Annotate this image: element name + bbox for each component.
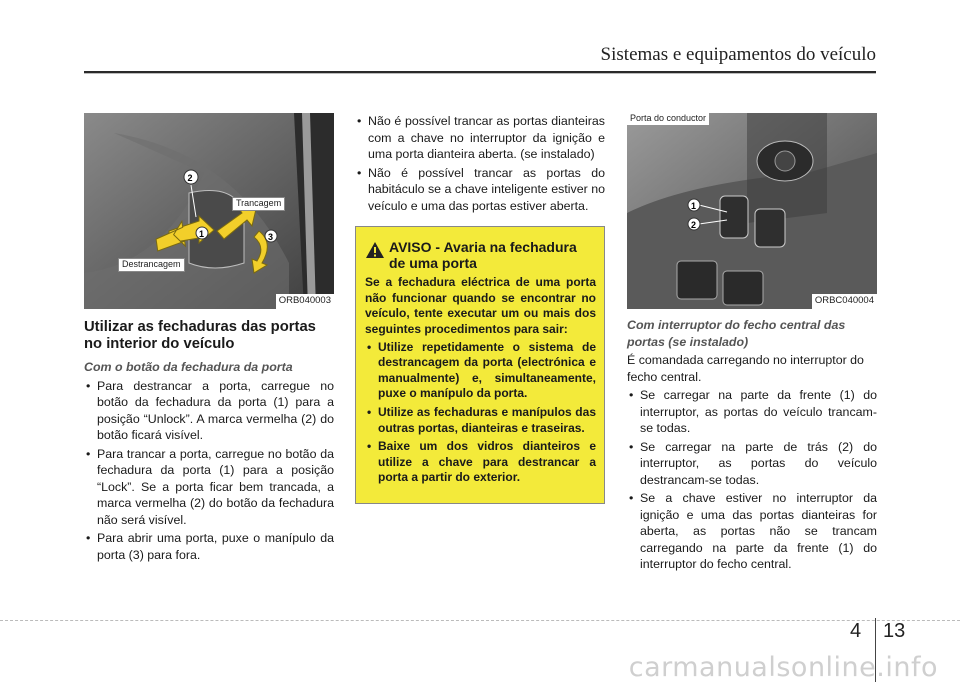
callout-2: 2 — [691, 220, 697, 230]
list-item: • Para trancar a porta, carregue no botão da fechadura da porta (1) para a posição “Lock”. Se a porta ficar bem trancada, a marca vermelha (2) do botão da fechadura não será visível. — [84, 446, 334, 529]
bullet-list — [355, 113, 605, 214]
warning-title-rest: - Avaria na fechadura de uma porta — [389, 239, 577, 272]
list-item: • Para destrancar a porta, carregue no botão da fechadura da porta (1) para a posição “Unlock”. A marca vermelha (2) do botão ficará visível. — [84, 378, 334, 444]
callout-1: 1 — [691, 201, 697, 211]
page-number: 13 — [883, 620, 906, 642]
figure-code: ORB040003 — [276, 294, 334, 309]
warning-header — [365, 239, 596, 271]
label-unlock: Destrancagem — [118, 258, 185, 272]
list-item: • Se a chave estiver no interruptor da ignição e uma das portas dianteiras for aberta, as portas não se trancam carregando na parte da frente (1) do interruptor do fecho central. — [627, 490, 877, 573]
warning-box — [355, 226, 605, 504]
list-item: • Se carregar na parte de trás (2) do interruptor, as portas do veículo destrancam-se todas. — [627, 439, 877, 489]
warning-title-prefix: AVISO — [389, 239, 432, 255]
list-item: • Baixe um dos vidros dianteiros e utilize a chave para destrancar a porta a partir do exterior. — [365, 439, 596, 486]
figure-code: ORBC040004 — [812, 294, 877, 309]
door-lock-figure — [84, 113, 334, 309]
warning-body — [365, 275, 596, 486]
list-item: • Utilize as fechaduras e manípulos das outras portas, dianteiras e traseiras. — [365, 405, 596, 436]
bullet-list — [627, 387, 877, 573]
warning-triangle-icon — [365, 241, 385, 259]
chapter-number: 4 — [850, 620, 862, 642]
list-item: • Para abrir uma porta, puxe o manípulo da porta (3) para fora. — [84, 530, 334, 563]
column-middle — [355, 113, 605, 504]
callout-1: 1 — [199, 229, 205, 239]
list-item: • Não é possível trancar as portas dianteiras com a chave no interruptor da ignição e uma porta dianteira aberta. (se instalado) — [355, 113, 605, 163]
central-lock-switch-figure — [627, 113, 877, 309]
label-driver-door: Porta do conductor — [627, 113, 709, 125]
subsection-title: Com interruptor do fecho central das portas (se instalado) — [627, 318, 846, 349]
footer-dashed-rule — [0, 620, 960, 621]
subsection-title: Com o botão da fechadura da porta — [84, 360, 293, 375]
column-right — [627, 113, 877, 575]
watermark: carmanualsonline.info — [628, 652, 938, 683]
header-rule — [84, 71, 876, 73]
switch-panel-illustration — [627, 113, 877, 309]
warning-bullet-list — [365, 340, 596, 486]
list-item: • Não é possível trancar as portas do habitáculo se a chave inteligente estiver no veículo e uma das portas estiver aberta. — [355, 165, 605, 215]
warning-intro: Se a fechadura eléctrica de uma porta não funcionar quando se encontrar no veículo, tente executar um ou mais dos seguintes procedimentos para sair: — [365, 275, 596, 336]
list-item: • Utilize repetidamente o sistema de destrancagem da porta (electrónica e manualmente) e, simultaneamente, puxe o manípulo da porta. — [365, 340, 596, 402]
paragraph: É comandada carregando no interruptor do fecho central. — [627, 353, 864, 384]
bullet-list — [84, 378, 334, 564]
section-title: Utilizar as fechaduras das portas no interior do veículo — [84, 319, 316, 353]
callout-3: 3 — [268, 232, 274, 242]
list-item: • Se carregar na parte da frente (1) do interruptor, as portas do veículo trancam-se todas. — [627, 387, 877, 437]
page-header-title: Sistemas e equipamentos do veículo — [600, 44, 876, 65]
callout-2: 2 — [187, 173, 193, 183]
column-left — [84, 113, 334, 565]
door-lock-illustration — [84, 113, 334, 309]
warning-title — [389, 239, 596, 271]
label-lock: Trancagem — [232, 197, 285, 211]
